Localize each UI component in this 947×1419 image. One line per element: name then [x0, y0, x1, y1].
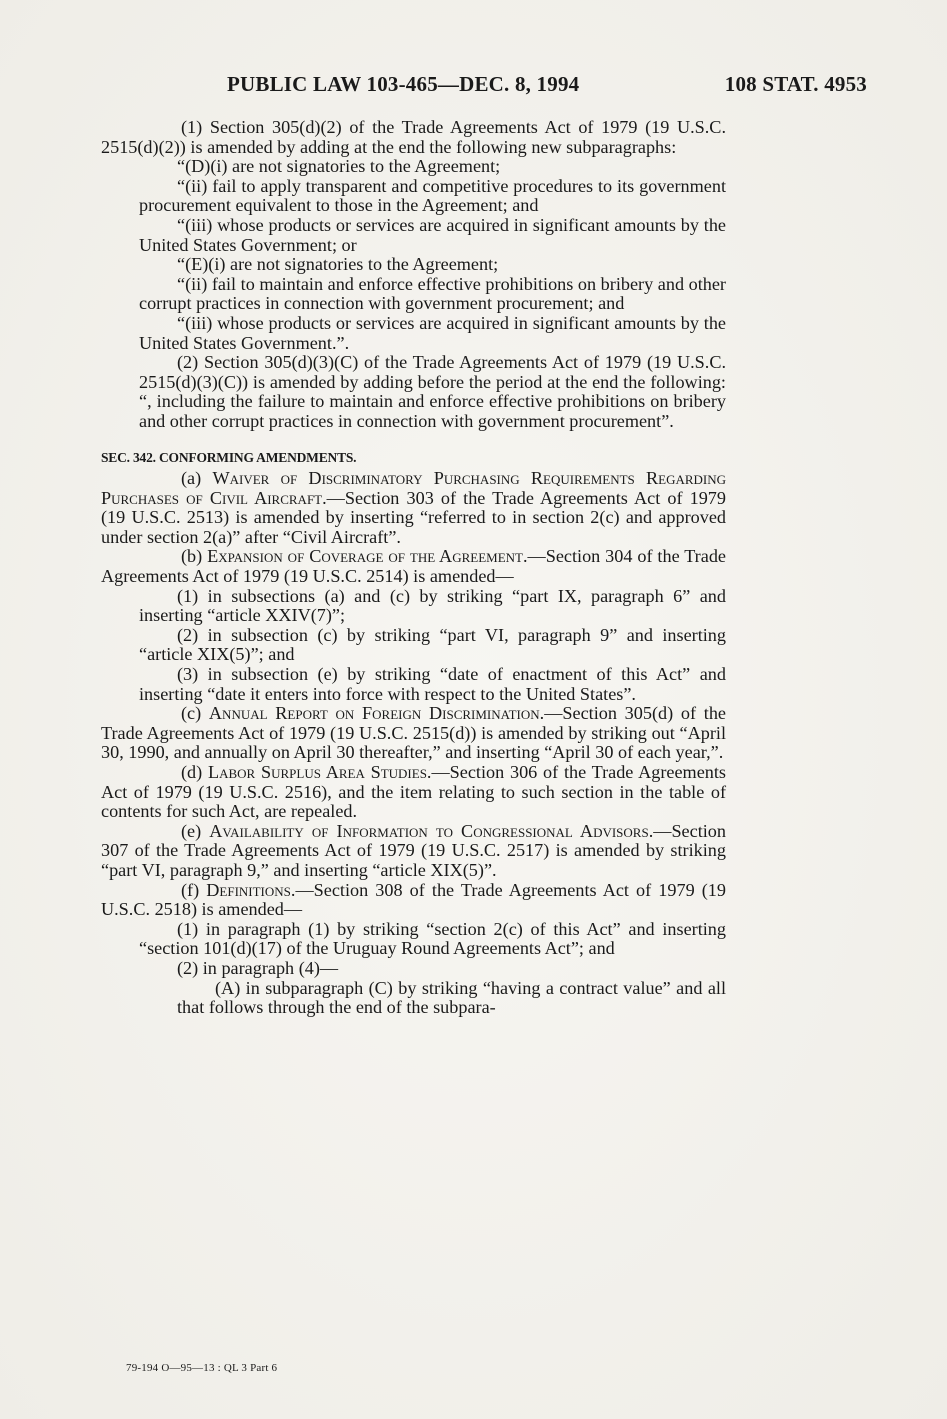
- subsection-text: —Section 306 of the Trade Agreements Act of 1979 (19 U.S.C. 2516), and the item relating to such section in the table of contents for such Act, are repealed.: [101, 762, 727, 822]
- paragraph: (1) Section 305(d)(2) of the Trade Agreements Act of 1979 (19 U.S.C. 2515(d)(2)) is amended by adding at the end the following new subparagraphs:: [101, 117, 726, 157]
- subsection-c: [101, 704, 726, 763]
- page-footer: 79-194 O—95—13 : QL 3 Part 6: [126, 1362, 278, 1374]
- paragraph: (1) in paragraph (1) by striking “section 2(c) of this Act” and inserting “section 101(d)(17) of the Uruguay Round Agreements Act”; and: [139, 918, 726, 959]
- paragraph: (2) Section 305(d)(3)(C) of the Trade Agreements Act of 1979 (19 U.S.C. 2515(d)(3)(C)) is amended by adding before the period at the end the following: “, including the failure to maintain and enforce effective prohibitions on bribery and other corrupt practices in connection with government procurement”.: [139, 352, 726, 431]
- page-header: [227, 72, 867, 102]
- subsection-b: [101, 547, 726, 586]
- subsection-text: —Section 304 of the Trade Agreements Act of 1979 (19 U.S.C. 2514) is amended—: [101, 546, 726, 587]
- paragraph: “(ii) fail to maintain and enforce effective prohibitions on bribery and other corrupt practices in connection with government procurement; and: [139, 273, 726, 314]
- subsection-title: Expansion of Coverage of the Agreement.: [207, 546, 528, 567]
- subsection-label: (f): [181, 879, 207, 900]
- subsection-label: (b): [181, 546, 208, 567]
- subsection-title: Labor Surplus Area Studies.: [207, 762, 432, 782]
- paragraph: (3) in subsection (e) by striking “date of enactment of this Act” and inserting “date it enters into force with respect to the United States”.: [139, 664, 726, 704]
- subsection-label: (c): [181, 703, 209, 724]
- subsection-title: Availability of Information to Congressional Advisors.: [209, 820, 654, 841]
- header-title: PUBLIC LAW 103-465—DEC. 8, 1994: [227, 72, 580, 96]
- paragraph: (2) in subsection (c) by striking “part VI, paragraph 9” and inserting “article XIX(5)”; and: [139, 624, 726, 665]
- subsection-a: [101, 469, 726, 547]
- document-body: [101, 118, 726, 1018]
- paragraph: (2) in paragraph (4)—: [177, 957, 339, 978]
- subsection-label: (a): [181, 468, 213, 489]
- subsection-d: [101, 763, 726, 822]
- subsection-text: —Section 307 of the Trade Agreements Act of 1979 (19 U.S.C. 2517) is amended by striking “part VI, paragraph 9,” and inserting “article XIX(5)”.: [101, 820, 726, 880]
- section-heading: SEC. 342. CONFORMING AMENDMENTS.: [101, 449, 357, 465]
- paragraph: (1) in subsections (a) and (c) by striking “part IX, paragraph 6” and inserting “article XXIV(7)”;: [139, 585, 726, 626]
- paragraph: “(iii) whose products or services are acquired in significant amounts by the United States Government; or: [139, 214, 726, 255]
- subsection-title: Waiver of Discriminatory Purchasing Requirements Regarding Purchases of Civil Aircraft.: [101, 468, 727, 508]
- subsection-title: Definitions.: [206, 879, 296, 900]
- paragraph: “(E)(i) are not signatories to the Agreement;: [177, 254, 499, 275]
- paragraph: “(ii) fail to apply transparent and competitive procedures to its government procurement equivalent to those in the Agreement; and: [139, 175, 726, 216]
- subsection-text: —Section 308 of the Trade Agreements Act of 1979 (19 U.S.C. 2518) is amended—: [101, 879, 726, 920]
- subsection-title: Annual Report on Foreign Discrimination.: [208, 703, 545, 724]
- subsection-e: [101, 822, 726, 881]
- subsection-label: (d): [181, 762, 208, 782]
- subsection-f: [101, 881, 726, 920]
- subsection-text: —Section 303 of the Trade Agreements Act of 1979 (19 U.S.C. 2513) is amended by inserting “referred to in section 2(c) and approved under section 2(a)” after “Civil Aircraft”.: [101, 487, 726, 547]
- paragraph: “(D)(i) are not signatories to the Agreement;: [177, 156, 501, 177]
- header-page-number: 108 STAT. 4953: [724, 72, 867, 96]
- subsection-text: —Section 305(d) of the Trade Agreements Act of 1979 (19 U.S.C. 2515(d)) is amended by striking out “April 30, 1990, and annually on April 30 thereafter,” and inserting “April 30 of each year,”.: [101, 703, 726, 763]
- subsection-label: (e): [181, 820, 210, 841]
- paragraph: “(iii) whose products or services are acquired in significant amounts by the United States Government.”.: [139, 312, 726, 353]
- paragraph: (A) in subparagraph (C) by striking “having a contract value” and all that follows through the end of the subpara-: [177, 977, 726, 1018]
